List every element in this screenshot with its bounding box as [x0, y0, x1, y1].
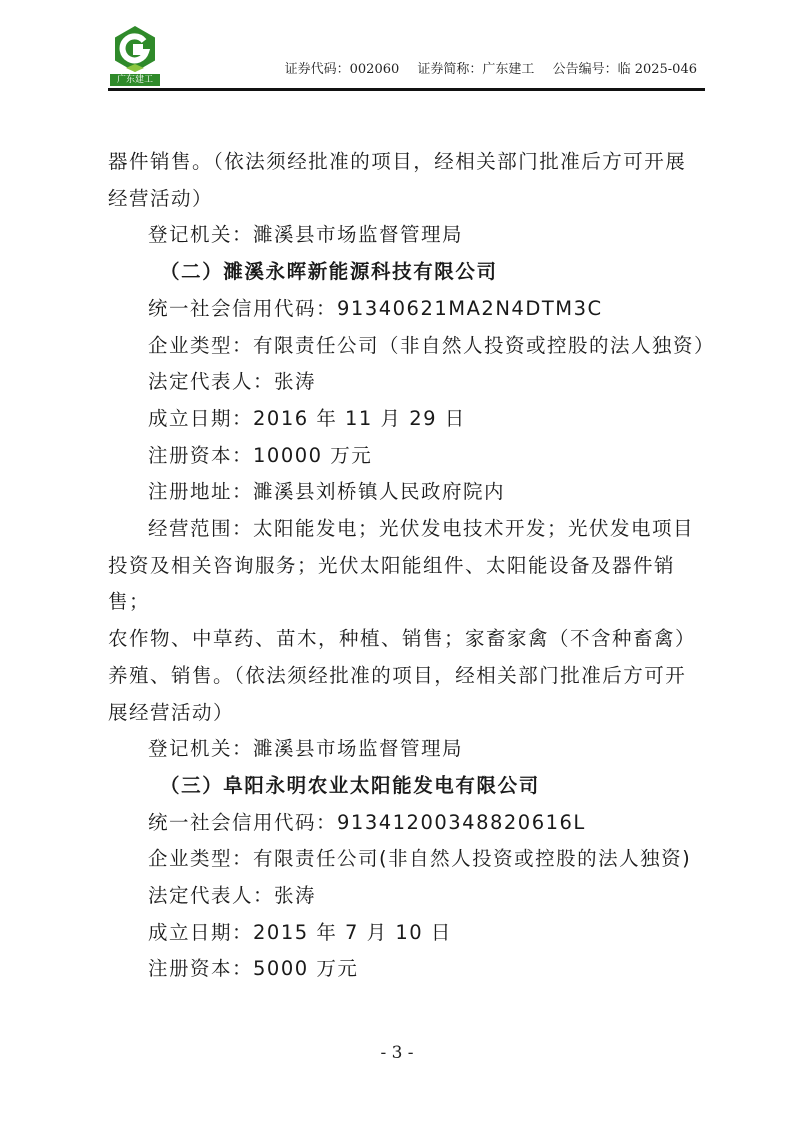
section-heading: （三）阜阳永明农业太阳能发电有限公司: [160, 773, 540, 797]
page-header: [0, 0, 794, 96]
business-scope-cont: 投资及相关咨询服务；光伏太阳能组件、太阳能设备及器件销售；: [108, 553, 676, 614]
document-body: [108, 144, 716, 988]
business-scope-cont: 展经营活动）: [108, 700, 235, 724]
registered-address: 注册地址：濉溪县刘桥镇人民政府院内: [148, 480, 506, 504]
announcement-number: 公告编号：临 2025-046: [552, 62, 697, 77]
credit-code: 统一社会信用代码：91341200348820616L: [148, 810, 586, 834]
registration-authority: 登记机关：濉溪县市场监督管理局: [148, 223, 464, 247]
credit-code: 统一社会信用代码：91340621MA2N4DTM3C: [148, 296, 603, 320]
registered-capital: 注册资本：5000 万元: [148, 957, 359, 981]
company-type: 企业类型：有限责任公司（非自然人投资或控股的法人独资）: [148, 333, 716, 357]
legal-representative: 法定代表人：张涛: [148, 370, 317, 394]
company-logo: [110, 24, 160, 86]
stock-code: 证券代码：002060: [284, 62, 400, 77]
logo-g-icon: [110, 24, 160, 74]
section-heading: （二）濉溪永晖新能源科技有限公司: [160, 260, 498, 284]
established-date: 成立日期：2015 年 7 月 10 日: [148, 920, 452, 944]
paragraph-line: 器件销售。（依法须经批准的项目，经相关部门批准后方可开展: [108, 150, 687, 173]
logo-text: 广东建工: [110, 74, 160, 86]
business-scope: 经营范围：太阳能发电；光伏发电技术开发；光伏发电项目: [148, 517, 695, 541]
stock-abbreviation: 证券简称：广东建工: [417, 62, 535, 77]
legal-representative: 法定代表人：张涛: [148, 884, 317, 908]
page-number: - 3 -: [380, 1043, 414, 1063]
paragraph-line: 经营活动）: [108, 186, 214, 210]
registered-capital: 注册资本：10000 万元: [148, 443, 373, 467]
company-type: 企业类型：有限责任公司(非自然人投资或控股的法人独资): [148, 847, 692, 871]
business-scope-cont: 农作物、中草药、苗木，种植、销售；家畜家禽（不含种畜禽）: [108, 627, 697, 651]
established-date: 成立日期：2016 年 11 月 29 日: [148, 406, 466, 430]
registration-authority: 登记机关：濉溪县市场监督管理局: [148, 737, 464, 761]
header-divider: [108, 88, 705, 91]
header-info: [271, 58, 697, 77]
business-scope-cont: 养殖、销售。（依法须经批准的项目，经相关部门批准后方可开: [108, 663, 687, 687]
